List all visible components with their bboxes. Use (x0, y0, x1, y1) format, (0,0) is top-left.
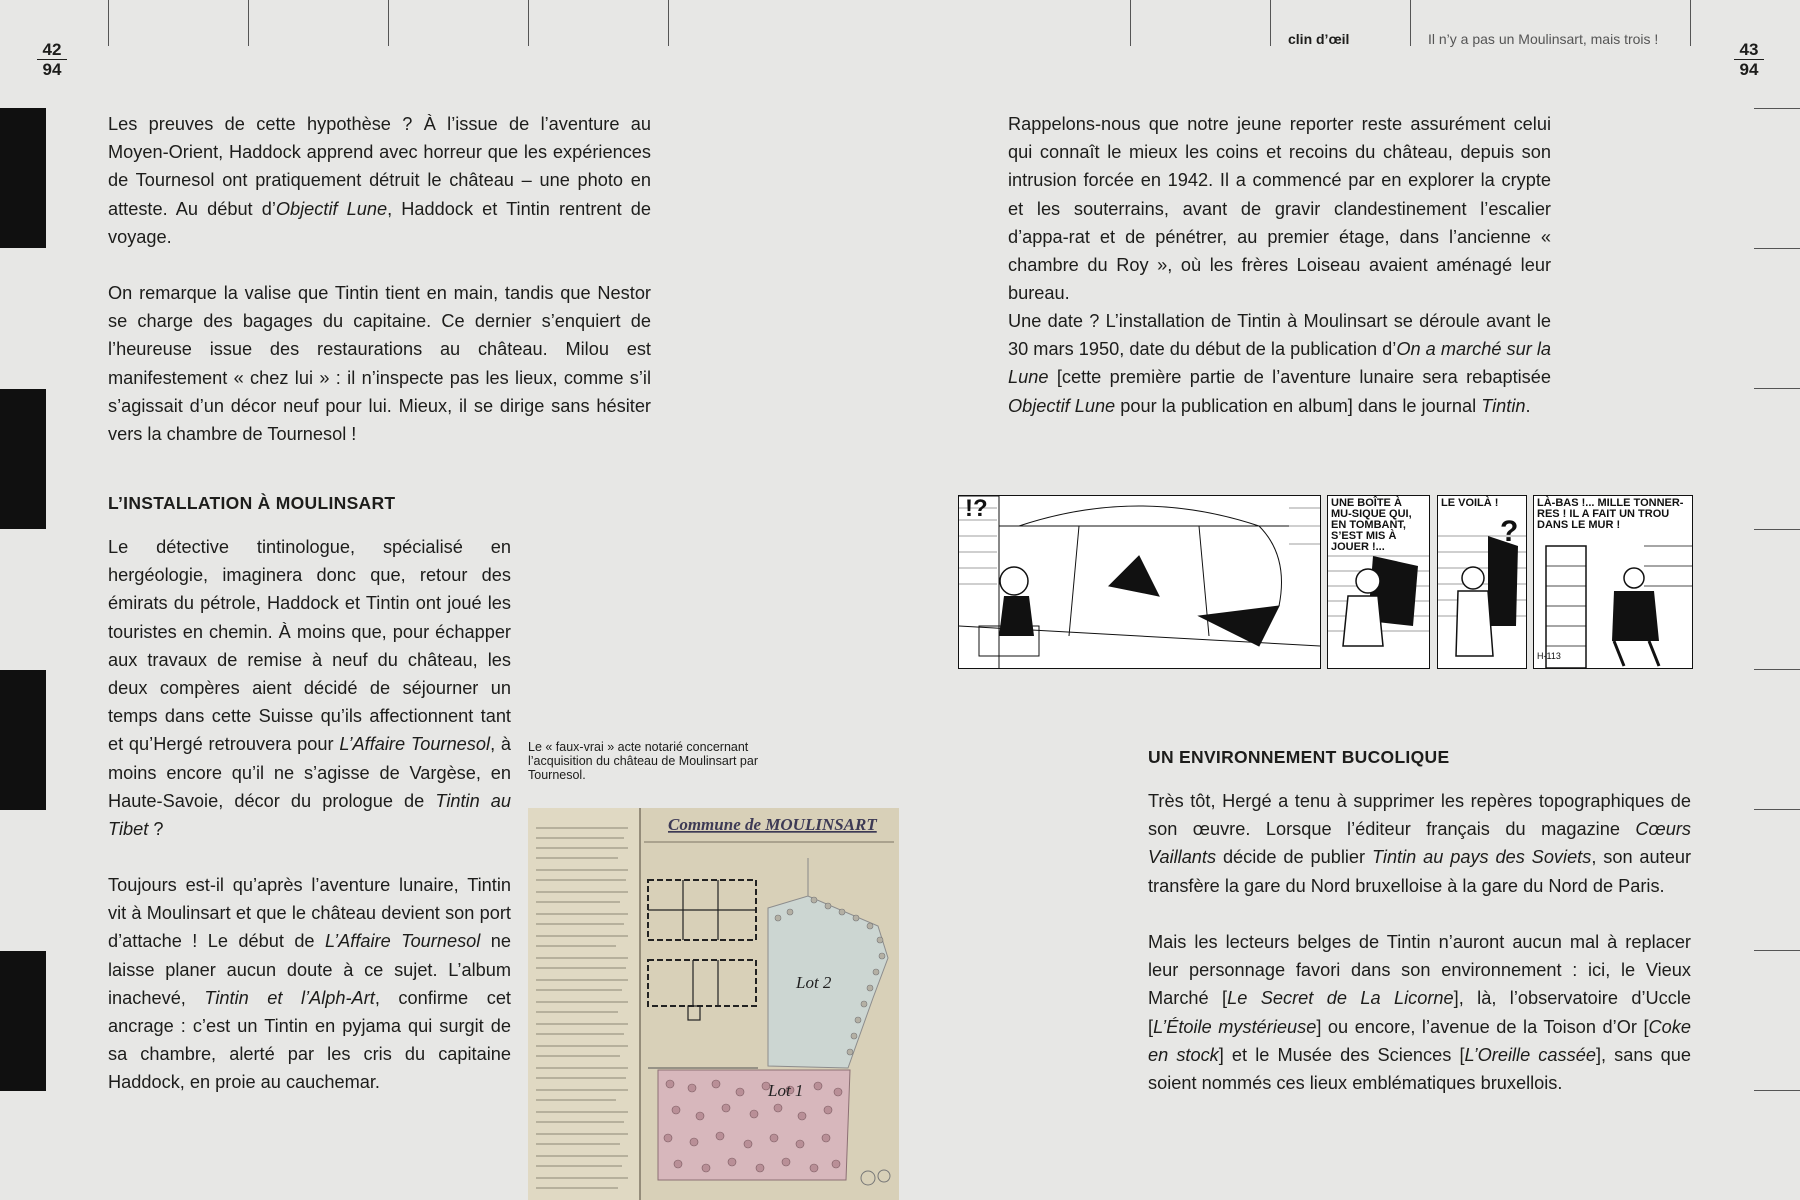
running-head-title: Il n’y a pas un Moulinsart, mais trois ! (1428, 31, 1659, 47)
figure-caption: Le « faux-vrai » acte notarié concernant l’acquisition du château de Moulinsart par Tournesol. (528, 740, 758, 782)
comic-bubble: !? (965, 495, 988, 522)
comic-panel-4 (1533, 495, 1693, 669)
top-tick (1130, 0, 1131, 46)
section-heading: L’INSTALLATION À MOULINSART (108, 493, 396, 513)
margin-tick (1754, 669, 1800, 670)
comic-art (1438, 496, 1526, 668)
top-tick (528, 0, 529, 46)
top-tick (388, 0, 389, 46)
page-number-right (1734, 40, 1764, 79)
lot-2-label: Lot 2 (796, 973, 832, 992)
body-paragraph: Rappelons-nous que notre jeune reporter reste assurément celui qui connaît le mieux les coins et recoins du château, depuis son intrusion forcée en 1942. Il a commencé par en explorer la crypte et les souterrains, avant de gravir clandestinement l’escalier d’appa-rat et de pénétrer, au premier étage, dans l’ancienne « chambre du Roy », où les frères Loiseau avaient aménagé leur bureau. (1008, 114, 1551, 304)
notarial-document-image (528, 808, 899, 1200)
margin-bar (0, 389, 46, 529)
body-paragraph: Le détective tintinologue, spécialisé en hergéologie, imaginera donc que, retour des émirats du pétrole, Haddock et Tintin ont joué les touristes en chemin. À moins que, pour échapper aux travaux de remise à neuf du château, les deux compères aient décidé de séjourner un temps dans cette Suisse qu’ils affectionnent tant et qu’Hergé retrouvera pour L’Affaire Tournesol, à moins encore qu’il ne s’agisse de Vargèse, en Haute-Savoie, décor du prologue de Tintin au Tibet ? (108, 537, 511, 840)
section-heading: UN ENVIRONNEMENT BUCOLIQUE (1148, 747, 1450, 767)
lot-1-label: Lot 1 (768, 1081, 804, 1100)
document-title: Commune de MOULINSART (668, 815, 877, 834)
margin-tick (1754, 809, 1800, 810)
top-tick (1270, 0, 1271, 46)
comic-bubble: UNE BOÎTE À MU-SIQUE QUI, EN TOMBANT, S’EST MIS À JOUER !... (1331, 497, 1412, 553)
body-paragraph: Très tôt, Hergé a tenu à supprimer les repères topographiques de son œuvre. Lorsque l’éditeur français du magazine Cœurs Vaillants décide de publier Tintin au pays des Soviets, son auteur transfère la gare du Nord bruxelloise à la gare du Nord de Paris. (1148, 791, 1691, 896)
page-number: 42 (42, 40, 62, 59)
margin-tick (1754, 950, 1800, 951)
comic-bubble: LE VOILÀ ! (1441, 497, 1499, 509)
margin-bar (0, 951, 46, 1091)
page-number-left (37, 40, 67, 79)
running-head-section: clin d’œil (1288, 31, 1350, 47)
margin-tick (1754, 388, 1800, 389)
comic-bubble: LÀ-BAS !... MILLE TONNER-RES ! IL A FAIT UN TROU DANS LE MUR ! (1537, 497, 1684, 531)
margin-bar (0, 108, 46, 248)
page-total: 94 (1734, 59, 1764, 79)
top-tick (668, 0, 669, 46)
body-paragraph: Toujours est-il qu’après l’aventure lunaire, Tintin vit à Moulinsart et que le château devient son port d’attache ! Le début de L’Affaire Tournesol ne laisse planer aucun doute à ce sujet. L’album inachevé, Tintin et l’Alph-Art, confirme cet ancrage : c’est un Tintin en pyjama qui surgit de sa chambre, alerté par les cris du capitaine Haddock, en proie au cauchemar. (108, 875, 511, 1093)
page-number: 43 (1739, 40, 1759, 59)
margin-tick (1754, 248, 1800, 249)
margin-tick (1754, 108, 1800, 109)
svg-text:?: ? (1500, 515, 1519, 548)
body-paragraph: Les preuves de cette hypothèse ? À l’issue de l’aventure au Moyen-Orient, Haddock apprend avec horreur que les expériences de Tournesol ont pratiquement détruit le château – une photo en atteste. Au début d’Objectif Lune, Haddock et Tintin rentrent de voyage. (108, 114, 652, 247)
page-total: 94 (37, 59, 67, 79)
top-tick (1690, 0, 1691, 46)
comic-panel-2 (1327, 495, 1430, 669)
body-paragraph: Une date ? L’installation de Tintin à Moulinsart se déroule avant le 30 mars 1950, date du début de la publication d’On a marché sur la Lune [cette première partie de l’aventure lunaire sera rebaptisée Objectif Lune pour la publication en album] dans le journal Tintin. (1008, 311, 1552, 416)
comic-code: H-113 (1537, 651, 1561, 661)
margin-tick (1754, 529, 1800, 530)
margin-tick (1754, 1090, 1800, 1091)
top-tick (248, 0, 249, 46)
comic-art (959, 496, 1320, 668)
top-tick (108, 0, 109, 46)
top-tick (1410, 0, 1411, 46)
comic-panel-3 (1437, 495, 1527, 669)
body-paragraph: On remarque la valise que Tintin tient en main, tandis que Nestor se charge des bagages du capitaine. Ce dernier s’enquiert de l’heureuse issue des restaurations au château. Milou est manifestement « chez lui » : il n’inspecte pas les lieux, comme s’il s’agissait d’un décor neuf pour lui. Mieux, il se dirige sans hésiter vers la chambre de Tournesol ! (108, 283, 651, 445)
margin-bar (0, 670, 46, 810)
document-drawing (528, 808, 899, 1200)
body-paragraph: Mais les lecteurs belges de Tintin n’auront aucun mal à replacer leur personnage favori dans son environnement : ici, le Vieux Marché [Le Secret de La Licorne], là, l’observatoire d’Uccle [L’Étoile mystérieuse] ou encore, l’avenue de la Toison d’Or [Coke en stock] et le Musée des Sciences [L’Oreille cassée], sans que soient nommés ces lieux emblématiques bruxellois. (1148, 932, 1691, 1094)
comic-panel-1 (958, 495, 1321, 669)
